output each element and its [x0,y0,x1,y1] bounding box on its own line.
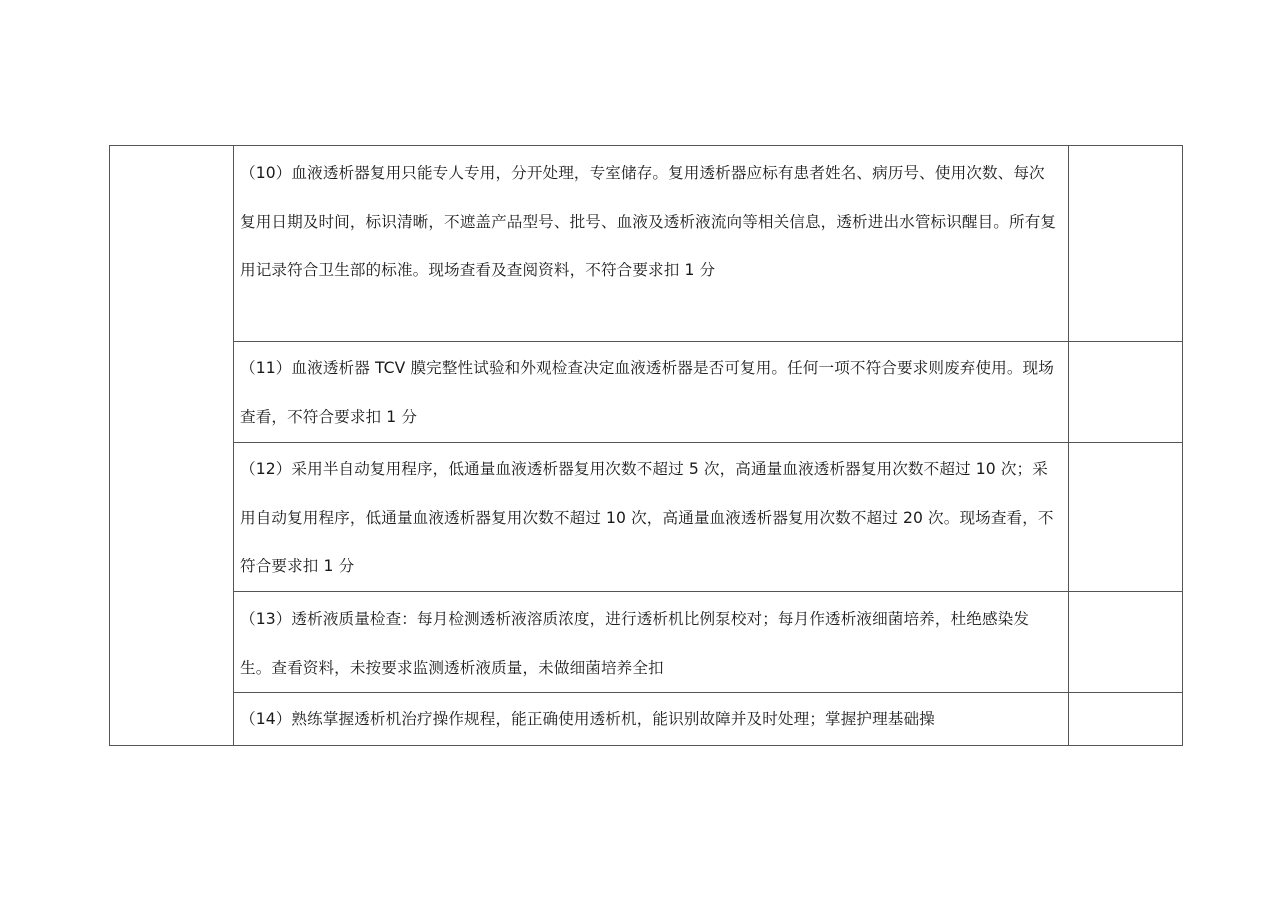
category-cell [110,146,234,746]
score-cell [1069,693,1183,746]
table-row [110,146,1183,342]
item-cell [234,443,1069,592]
item-cell [234,592,1069,693]
criteria-table [109,145,1183,746]
table-row [110,592,1183,693]
table-row [110,693,1183,746]
item-cell [234,146,1069,342]
score-cell [1069,342,1183,443]
item-cell [234,342,1069,443]
score-cell [1069,443,1183,592]
item-text-13: （13）透析液质量检查：每月检测透析液溶质浓度，进行透析机比例泵校对；每月作透析液细菌培养，杜绝感染发生。查看资料，未按要求监测透析液质量，未做细菌培养全扣 [240,610,1030,677]
item-text-12: （12）采用半自动复用程序，低通量血液透析器复用次数不超过 5 次，高通量血液透析器复用次数不超过 10 次；采用自动复用程序，低通量血液透析器复用次数不超过 10 次，高通量血液透析器复用次数不超过 20 次。现场查看，不符合要求扣 1 分 [240,460,1054,575]
table-row [110,443,1183,592]
table-row [110,342,1183,443]
item-text-11: （11）血液透析器 TCV 膜完整性试验和外观检查决定血液透析器是否可复用。任何一项不符合要求则废弃使用。现场查看，不符合要求扣 1 分 [240,359,1054,426]
score-cell [1069,146,1183,342]
score-cell [1069,592,1183,693]
item-text-14: （14）熟练掌握透析机治疗操作规程，能正确使用透析机，能识别故障并及时处理；掌握护理基础操 [240,710,935,728]
item-text-10: （10）血液透析器复用只能专人专用，分开处理，专室储存。复用透析器应标有患者姓名、病历号、使用次数、每次复用日期及时间，标识清晰，不遮盖产品型号、批号、血液及透析液流向等相关信息，透析进出水管标识醒目。所有复用记录符合卫生部的标准。现场查看及查阅资料，不符合要求扣 1 分 [240,164,1057,279]
item-cell [234,693,1069,746]
